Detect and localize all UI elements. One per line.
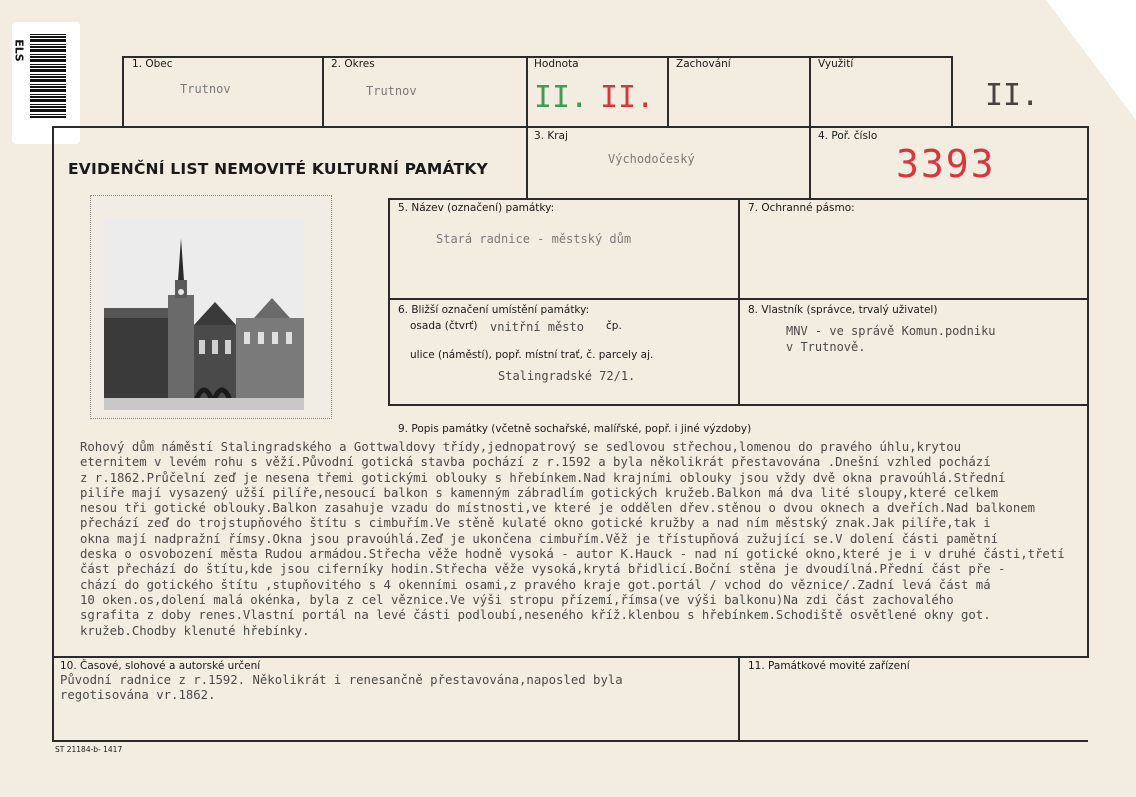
popis-line: kružeb.Chodby klenuté hřebínky. <box>80 623 310 638</box>
hodnota-label: Hodnota <box>534 58 579 70</box>
form-title: EVIDENČNÍ LIST NEMOVITÉ KULTURNÍ PAMÁTKY <box>68 160 488 178</box>
movite-label: 11. Památkové movité zařízení <box>748 660 910 672</box>
vlastnik-line: v Trutnově. <box>786 340 866 354</box>
grid-line <box>388 404 1088 406</box>
umisteni-label: 6. Bližší označení umístění památky: <box>398 304 590 316</box>
grid-line <box>809 56 811 198</box>
barcode-text: ELS <box>12 39 26 62</box>
popis-line: chází do gotického štítu ,stupňovitého s 4 okenními osami,z pravého kraje got.portál / vchod do věznice/.Zadní levá část má <box>80 577 991 592</box>
grid-line <box>52 126 54 740</box>
footer-code: ST 21184-b- 1417 <box>55 745 123 754</box>
grid-line <box>951 56 953 126</box>
grid-line <box>322 56 324 126</box>
grid-line <box>738 198 740 404</box>
vlastnik-line: MNV - ve správě Komun.podniku <box>786 324 996 338</box>
grid-line <box>388 298 1088 300</box>
grid-line <box>122 56 124 126</box>
casove-label: 10. Časové, slohové a autorské určení <box>60 660 261 672</box>
vyuziti-label: Využití <box>818 58 854 70</box>
osada-label: osada (čtvrť) <box>410 320 478 332</box>
grid-line <box>52 656 1088 658</box>
zachovani-label: Zachování <box>676 58 731 70</box>
okres-label: 2. Okres <box>331 58 375 70</box>
popis-text <box>80 440 1130 639</box>
nazev-label: 5. Název (označení) památky: <box>398 202 555 214</box>
casove-line: Původní radnice z r.1592. Několikrát i renesančně přestavována,naposled byla <box>60 673 623 687</box>
popis-line: část přechází do štítu,kde jsou ciferníky hodin.Střecha věže vysoká,krytá břidlicí.Boční stěna je dvoudílná.Přední část pře - <box>80 562 1006 577</box>
town-hall-photo-illustration <box>104 220 304 410</box>
ulice-value: Stalingradské 72/1. <box>498 369 636 383</box>
grid-line <box>52 740 1088 742</box>
hodnota-red-value: II. <box>600 80 655 115</box>
kraj-value: Východočeský <box>608 152 695 166</box>
popis-line: sgrafita z doby renes.Vlastní portál na levé části podloubí,neseného kříž.klenbou s hřebínkem.Schodiště osvětlené okny got. <box>80 608 991 623</box>
grid-line <box>388 198 390 404</box>
popis-line: eternitem v levém rohu s věží.Původní gotická stavba pochází z r.1592 a byla několikrát přestavována .Dnešní vzhled pochází <box>80 455 991 470</box>
por-cislo-value: 3393 <box>896 142 996 186</box>
obec-value: Trutnov <box>180 82 231 96</box>
popis-line: okna mají nadpražní římsy.Okna jsou pravoúhlá.Zeď je ukončena cimbuřím.Věž je třístupňová zužující se.V dolení části pamětní <box>80 531 999 546</box>
vlastnik-label: 8. Vlastník (správce, trvalý uživatel) <box>748 304 938 316</box>
grid-line <box>526 56 528 198</box>
kraj-label: 3. Kraj <box>534 130 568 142</box>
popis-line: nesou tři gotické oblouky.Balkon zasahuje vzadu do místnosti,ve které je oddělen dřev.stěnou o dvou oknech a dveřích.Nad balkonem <box>80 501 1036 516</box>
obec-label: 1. Obec <box>132 58 173 70</box>
monument-photo <box>104 220 304 410</box>
osada-value: vnitřní město <box>490 320 584 334</box>
folded-corner <box>1046 0 1136 120</box>
hodnota-green-value: II. <box>534 80 589 115</box>
nazev-value: Stará radnice - městský dům <box>436 232 632 246</box>
top-right-mark: II. <box>985 78 1040 113</box>
popis-line: deska o osvobození města Rudou armádou.Střecha věže hodně vysoká - autor K.Hauck - nad ní gotické okno,které je i v druhé části,třetí <box>80 547 1065 562</box>
popis-line: z r.1862.Průčelní zeď je nesena třemi gotickými oblouky s hřebínkem.Nad krajními oblouky jsou vždy dvě okna pravoúhlá.Střední <box>80 470 1006 485</box>
popis-line: Rohový dům náměstí Stalingradského a Gottwaldovy třídy,jednopatrový se sedlovou střechou,lomenou do pravého úhlu,krytou <box>80 440 961 454</box>
por-cislo-label: 4. Poř. číslo <box>818 130 878 142</box>
barcode-bars <box>30 32 66 118</box>
popis-line: přechází zeď do trojstupňového štítu s cimbuřím.Ve stěně kulaté okno gotické kružby a nad ním městský znak.Jak pilíře,tak i <box>80 516 991 531</box>
popis-line: 10 oken.os,dolení malá okénka, byla z cel věznice.Ve výši stropu přízemí,římsa(ve výši balkonu)Na zdi část zachovalého <box>80 592 954 607</box>
cp-label: čp. <box>606 320 622 332</box>
grid-line <box>52 126 1088 128</box>
okres-value: Trutnov <box>366 84 417 98</box>
ochranne-pasmo-label: 7. Ochranné pásmo: <box>748 202 855 214</box>
grid-line <box>738 656 740 740</box>
popis-label: 9. Popis památky (včetně sochařské, malířské, popř. i jiné výzdoby) <box>398 423 752 435</box>
ulice-label: ulice (náměstí), popř. místní trať, č. parcely aj. <box>410 349 654 361</box>
grid-line <box>667 56 669 126</box>
popis-line: pilíře mají vysazený užší pilíře,nesoucí balkon s kamenným zábradlím gotických kružeb.Balkon má dva lité sloupy,které celkem <box>80 485 999 500</box>
casove-line: regotisována vr.1862. <box>60 688 216 702</box>
